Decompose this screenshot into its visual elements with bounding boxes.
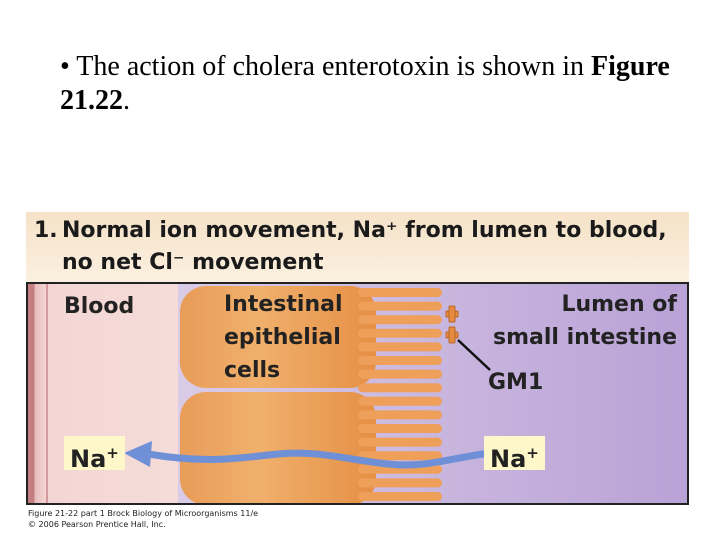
microvillus — [358, 315, 442, 324]
figure-credit — [28, 508, 258, 530]
microvillus — [358, 370, 442, 379]
caption-line-2: no net Cl⁻ movement — [62, 250, 324, 275]
ion-charge: + — [106, 444, 119, 462]
lumen-label — [493, 288, 677, 354]
lumen-label-line: Lumen of — [561, 292, 677, 317]
microvillus — [358, 397, 442, 406]
gm1-pointer-line — [458, 340, 490, 370]
caption-number: 1. — [34, 218, 58, 243]
epithelial-label-line: cells — [224, 358, 281, 383]
microvillus — [358, 410, 442, 419]
figure-21-22 — [26, 212, 689, 505]
epithelial-label-line: epithelial — [224, 325, 341, 350]
microvillus — [358, 302, 442, 311]
epithelial-label-line: Intestinal — [224, 292, 343, 317]
blood-label: Blood — [64, 294, 135, 319]
microvillus — [358, 438, 442, 447]
microvillus — [358, 288, 442, 297]
sodium-ion-lumen — [484, 436, 545, 473]
epithelial-cells-label — [224, 288, 343, 387]
microvillus — [358, 478, 442, 487]
bullet-text-prefix: • The action of cholera enterotoxin is shown in — [60, 51, 592, 82]
slide-bullet-text — [60, 50, 700, 118]
ion-charge: + — [526, 444, 539, 462]
diagram-panel — [26, 282, 689, 505]
figure-reference: Figure 21.22 — [60, 51, 670, 116]
gm1-label: GM1 — [488, 370, 544, 395]
credit-line-1: Figure 21-22 part 1 Brock Biology of Microorganisms 11/e — [28, 509, 259, 518]
gm1-receptors — [446, 306, 458, 343]
microvillus — [358, 492, 442, 501]
microvillus — [358, 329, 442, 338]
figure-caption — [26, 212, 689, 284]
ion-symbol: Na — [490, 445, 527, 473]
microvillus — [358, 424, 442, 433]
ion-symbol: Na — [70, 445, 107, 473]
microvilli — [358, 288, 442, 501]
arrowhead-icon — [124, 441, 152, 467]
sodium-ion-blood — [64, 436, 125, 473]
credit-line-2: © 2006 Pearson Prentice Hall, Inc. — [28, 520, 166, 529]
microvillus — [358, 356, 442, 365]
microvillus — [358, 342, 442, 351]
caption-line-1: Normal ion movement, Na⁺ from lumen to blood, — [62, 218, 667, 243]
microvillus — [358, 383, 442, 392]
bullet-text-suffix: . — [123, 85, 130, 116]
lumen-label-line: small intestine — [493, 325, 677, 350]
